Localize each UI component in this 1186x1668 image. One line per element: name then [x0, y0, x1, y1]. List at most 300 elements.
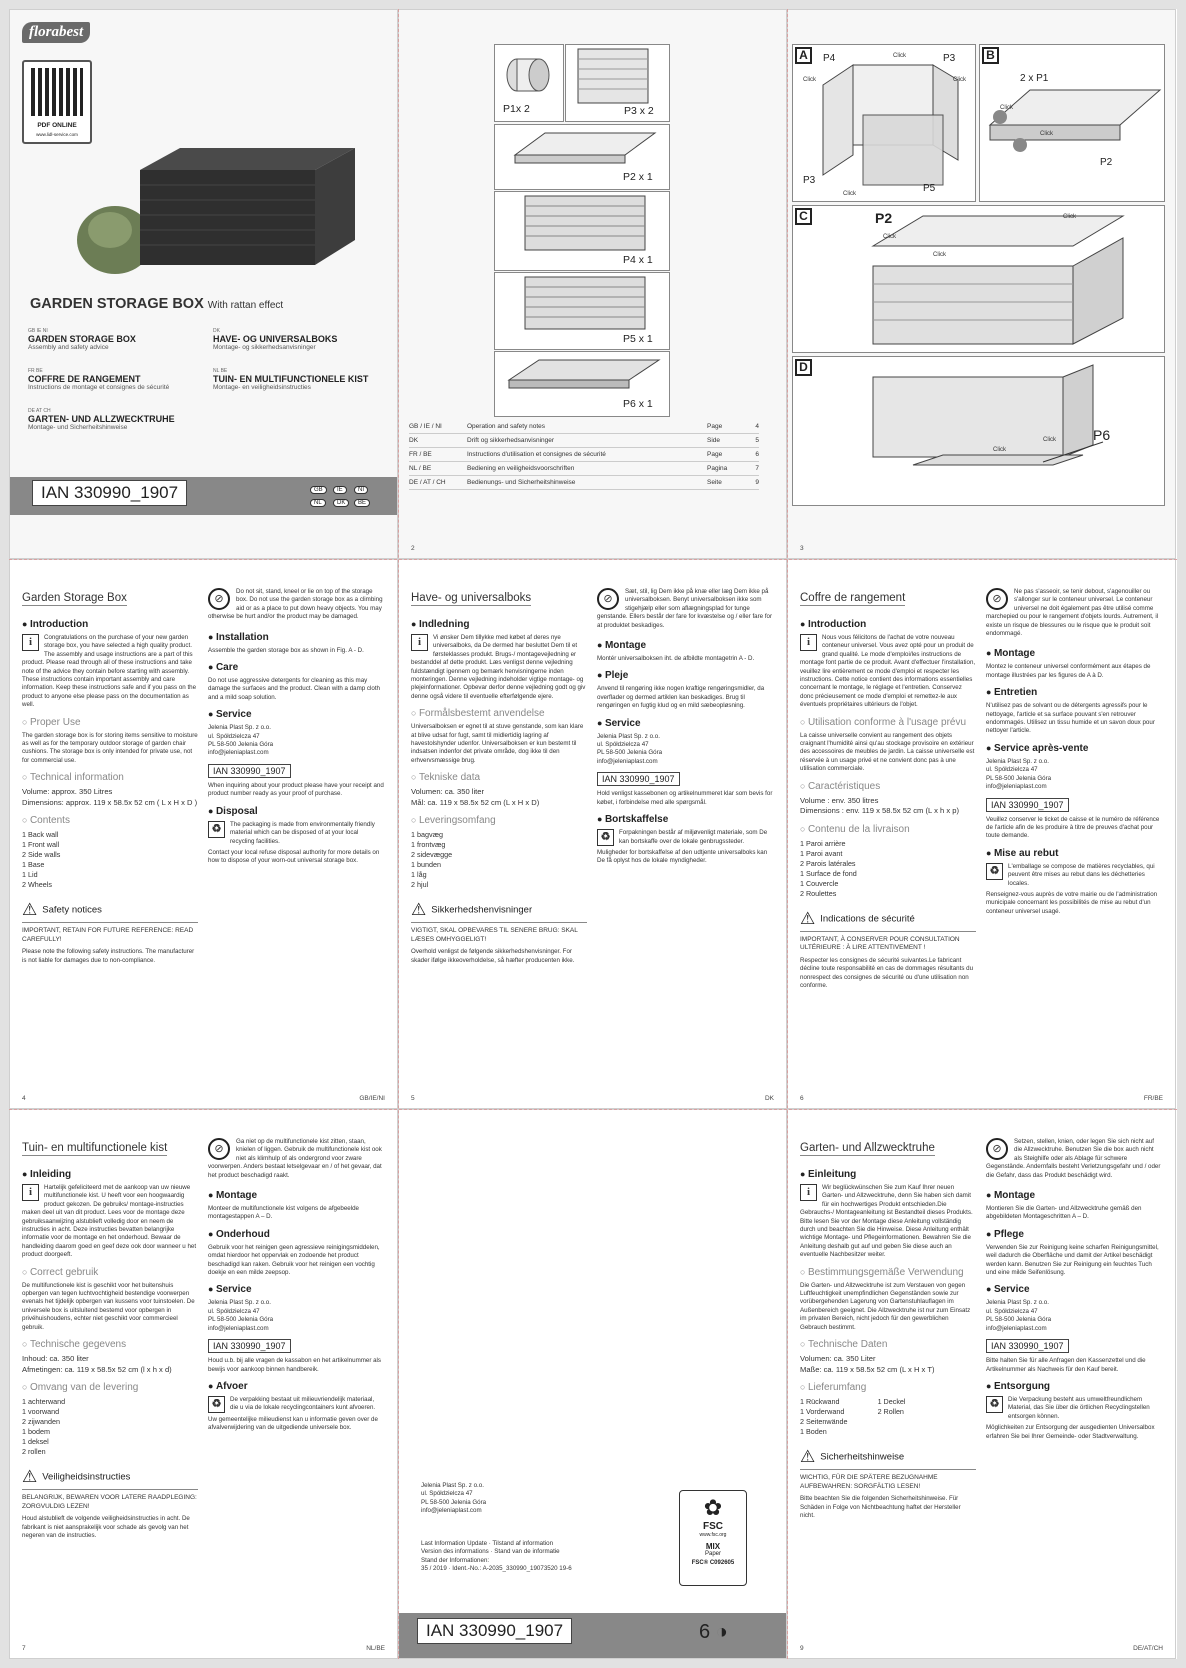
- column-left: [411, 588, 587, 968]
- section-heading: ● Inleiding: [22, 1169, 198, 1180]
- page-lang: DE/AT/CH: [1133, 1645, 1163, 1652]
- cover-title: [30, 296, 283, 312]
- safety-title: Sikkerhedshenvisninger: [431, 904, 533, 916]
- toc-row[interactable]: [409, 476, 759, 490]
- page-lang: NL/BE: [366, 1645, 385, 1652]
- contents-list: 1 achterwand 1 voorwand 2 zijwanden 1 bodem 1 deksel 2 rollen: [22, 1397, 66, 1457]
- brand-logo: florabest: [22, 22, 90, 43]
- column-left: [800, 588, 976, 993]
- part-label: P3 x 2: [624, 105, 654, 117]
- toc-lang: NL / BE: [409, 465, 432, 472]
- disposal-text-2: Muligheder for bortskaffelse af den udtjente universalboks kan De få oplyst hos de lokale myndigheder.: [597, 848, 768, 865]
- fsc-title: FSC: [703, 1521, 723, 1532]
- section-heading: ○ Technische Daten: [800, 1339, 976, 1350]
- callout-p3: P3: [803, 175, 816, 186]
- tech-text: Inhoud: ca. 350 liter Afmetingen: ca. 119 x 58.5x 52 cm (l x h x d): [22, 1354, 172, 1374]
- warning-text: Do not sit, stand, kneel or lie on top of the storage box. Do not use the garden storage box as a climbing aid or as a place to put down heavy objects. You may otherwise be hurt and/or the product may be damaged.: [208, 588, 383, 621]
- recycle-bin-icon: ♻: [597, 829, 614, 846]
- lang-title: TUIN- EN MULTIFUNCTIONELE KIST: [213, 374, 369, 384]
- use-text: Die Garten- und Allzwecktruhe ist zum Verstauen von gegen Luftfeuchtigkeit unempfindlichen Gegenständen sowie zur vorübergehenden Lagerung von Gartenstuhlauflagen im Außenbereich geeignet. Die Allzwecktruhe ist nur zum Einsatz im privaten Bereich, nicht jedoch für den gewerblichen Gebrauch bestimmt.: [800, 1281, 971, 1331]
- storage-box-photo: [70, 130, 370, 280]
- assembly-steps-panel: [787, 9, 1176, 559]
- toc-page-number: 4: [755, 423, 759, 430]
- no-sitting-icon: ⊘: [986, 588, 1008, 610]
- toc-text: Operation and safety notes: [467, 423, 546, 430]
- step-label: B: [982, 47, 999, 64]
- warning-triangle-icon: ⚠: [411, 900, 427, 920]
- use-text: De multifunctionele kist is geschikt voor het buitenshuis opbergen van tegen luchtvochtigheid bestendige voorwerpen evenals het tijdelijk opbergen van kussens voor tuinstoelen. De universele box is uitsluitend bestemd voor opbergen in privéhuishoudens, echter niet geschikt voor commercieel gebruik.: [22, 1281, 195, 1331]
- intro-text: Congratulations on the purchase of your new garden storage box, you have selected a high quality product. The assembly and usage instructions are a part of this product. Please read through all of these instructions and take note of the advice they contain before starting with assembly. These instructions contain important assembly and care information. Keep these instructions safe and if you pass on the product to anyone else please pass on the documentation as well.: [22, 634, 197, 709]
- safety-caps: VIGTIGT, SKAL OPBEVARES TIL SENERE BRUG: SKAL LÆSES OMHYGGELIGT!: [411, 927, 578, 943]
- step-d: [792, 356, 1165, 506]
- warning-text: Ne pas s'asseoir, se tenir debout, s'agenouiller ou s'allonger sur le conteneur universel. Le conteneur universel ne doit également pas être utilisé comme marchepied ou pour le rangement d'objets lourds. Autrement, il existe un risque de blessures ou le risque que le produit soit endommagé.: [986, 588, 1159, 638]
- disposal-text-2: Contact your local refuse disposal authority for more details on how to dispose of your worn-out universal storage box.: [208, 848, 380, 865]
- toc-page-number: 7: [755, 465, 759, 472]
- lang-subtitle: Montage- und Sicherheitshinweise: [28, 424, 128, 431]
- callout-p4: P4: [823, 53, 836, 64]
- column-left: [22, 588, 198, 968]
- language-block-nl: [213, 368, 383, 391]
- toc-row[interactable]: [409, 462, 759, 476]
- click-label: Click: [1043, 437, 1056, 443]
- section-heading: ● Service après-vente: [986, 743, 1162, 754]
- page-en: [9, 559, 398, 1109]
- lang-badges: FR BE: [28, 368, 43, 374]
- cover-title-main: GARDEN STORAGE BOX: [30, 296, 204, 312]
- service-address: Jelenia Plast Sp. z o.o. ul. Spółdzielcza 47 PL 58-500 Jelenia Góra info@jeleniaplast.com: [986, 757, 1052, 791]
- fold-line: [787, 9, 788, 1659]
- care-text: Gebruik voor het reinigen geen agressieve reinigingsmiddelen, omdat hierdoor het oppervlak en zodoende het product beschadigd kan raken. Gebruik voor het reinigen een vochtig doekje en een milde zeepsop.: [208, 1243, 380, 1277]
- disposal-text: The packaging is made from environmentally friendly material which can be disposed of at your local recycling facilities.: [230, 820, 375, 845]
- wheel-icon: [495, 45, 563, 100]
- section-heading: ○ Formålsbestemt anvendelse: [411, 708, 587, 719]
- side-wall-icon: [566, 45, 669, 105]
- safety-heading: [800, 1447, 976, 1470]
- warning-triangle-icon: ⚠: [22, 900, 38, 920]
- page-number: 2: [411, 545, 415, 552]
- language-block-fr: [28, 368, 198, 391]
- ian-number: IAN 330990_1907: [597, 772, 680, 786]
- section-heading: ● Service: [986, 1284, 1162, 1295]
- care-text: N'utilisez pas de solvant ou de détergents agressifs pour le nettoyage, l'article et sa surface pouvant s'en retrouver endommagés. Utilisez un tissu humide et un savon doux pour nettoyer l'article.: [986, 702, 1155, 735]
- page-lang: GB/IE/NI: [359, 1095, 385, 1102]
- section-heading: ● Bortskaffelse: [597, 814, 773, 825]
- toc-row[interactable]: [409, 434, 759, 448]
- contents-lists: [800, 1397, 976, 1437]
- callout-p3: P3: [943, 53, 956, 64]
- part-p1-wheel: [494, 44, 564, 122]
- no-sitting-icon: ⊘: [208, 1138, 230, 1160]
- fsc-url: www.fsc.org: [699, 1532, 727, 1538]
- click-label: Click: [1040, 131, 1053, 137]
- section-heading: ● Einleitung: [800, 1169, 976, 1180]
- tree-icon: ✿: [703, 1495, 723, 1520]
- safety-title: Safety notices: [42, 904, 102, 916]
- country-badge: DK: [333, 499, 349, 507]
- click-label: Click: [883, 234, 896, 240]
- part-label: P4 x 1: [623, 254, 653, 266]
- page-count: [699, 1621, 728, 1644]
- parts-panel: [398, 9, 787, 559]
- install-text: Montér universalboksen iht. de afbildte montagetrin A - D.: [597, 655, 755, 663]
- safety-caps: IMPORTANT, RETAIN FOR FUTURE REFERENCE: READ CAREFULLY!: [22, 927, 194, 943]
- lang-title: GARDEN STORAGE BOX: [28, 334, 136, 344]
- page-number: 5: [411, 1095, 415, 1102]
- section-heading: ● Service: [208, 709, 384, 720]
- section-heading: ● Entretien: [986, 687, 1162, 698]
- lang-badges: DE AT CH: [28, 408, 51, 414]
- safety-heading: [22, 1467, 198, 1490]
- contents-list: 1 Rückwand 1 Vorderwand 2 Seitenwände 1 Boden: [800, 1397, 848, 1437]
- use-text: La caisse universelle convient au rangement des objets craignant l'humidité ainsi qu'au stockage provisoire en extérieur des accessoires de meubles de jardin. La caisse universelle est réservée à un usage privé et ne convient donc pas à une utilisation commerciale.: [800, 731, 975, 773]
- section-heading: ○ Omvang van de levering: [22, 1382, 198, 1393]
- page-number: 9: [800, 1645, 804, 1652]
- toc-page-number: 6: [755, 451, 759, 458]
- section-heading: ● Pflege: [986, 1229, 1162, 1240]
- lang-subtitle: Assembly and safety advice: [28, 344, 109, 351]
- toc-lang: DK: [409, 437, 419, 444]
- service-text: Hold venligst kassebonen og artikelnummeret klar som bevis for købet, i forbindelse med alle spørgsmål.: [597, 790, 773, 806]
- install-text: Montieren Sie die Garten- und Allzwecktruhe gemäß den abgebildeten Montageschritten A – D.: [986, 1205, 1142, 1221]
- step-label: D: [795, 359, 812, 376]
- step-b: [979, 44, 1165, 202]
- warning-triangle-icon: ⚠: [22, 1467, 38, 1487]
- lang-subtitle: Instructions de montage et consignes de sécurité: [28, 384, 170, 391]
- page-title: Tuin- en multifunctionele kist: [22, 1142, 168, 1154]
- toc-text: Bediening en veiligheidsvoorschriften: [467, 465, 575, 472]
- section-heading: ● Pleje: [597, 670, 773, 681]
- ian-number: IAN 330990_1907: [417, 1618, 572, 1644]
- back-cover: [398, 1109, 787, 1659]
- section-heading: ● Onderhoud: [208, 1229, 384, 1240]
- base-icon: [495, 352, 669, 400]
- warning-text: Sæt, stil, lig Dem ikke på knæ eller læg Dem ikke på universalboksen. Benyt universalboksen ikke som stigehjælp eller som aflægningsplad for tunge genstande. Ellers består der fare for kvæstelse og / eller fare for at produktet beskadiges.: [597, 588, 773, 629]
- disposal-text-2: Renseignez-vous auprès de votre mairie ou de l'administration municipale concernant les possibilités de mise au rebut d'un conteneur universel usagé.: [986, 890, 1158, 915]
- fsc-paper: Paper: [704, 1551, 721, 1557]
- section-heading: ● Indledning: [411, 619, 587, 630]
- service-text: Houd u.b. bij alle vragen de kassabon en het artikelnummer als bewijs voor aankoop binnen handbereik.: [208, 1357, 382, 1373]
- cover-title-sub: With rattan effect: [207, 300, 284, 311]
- section-heading: ○ Technische gegevens: [22, 1339, 198, 1350]
- info-icon: i: [22, 634, 39, 651]
- section-heading: ● Care: [208, 662, 384, 673]
- column-right: [986, 588, 1162, 919]
- toc-lang: GB / IE / NI: [409, 423, 442, 430]
- page-nl: [9, 1109, 398, 1659]
- service-address: Jelenia Plast Sp. z o.o. ul. Spółdzielcza 47 PL 58-500 Jelenia Góra info@jeleniaplast.com: [986, 1299, 1052, 1332]
- ian-number: IAN 330990_1907: [986, 798, 1069, 812]
- click-label: Click: [893, 53, 906, 59]
- column-right: [986, 1138, 1162, 1444]
- manufacturer-address: Jelenia Plast Sp. z o.o. ul. Spółdzielcza 47 PL 58-500 Jelenia Góra info@jeleniaplast.com: [421, 1482, 487, 1515]
- section-heading: ● Entsorgung: [986, 1381, 1162, 1392]
- country-badge: BE: [354, 499, 370, 507]
- safety-heading: [411, 900, 587, 923]
- lang-title: COFFRE DE RANGEMENT: [28, 374, 141, 384]
- disposal-text: Die Verpackung besteht aus umweltfreundlichem Material, das Sie über die örtlichen Recyclingstellen entsorgen können.: [1008, 1395, 1150, 1420]
- part-p2-lid: [494, 124, 670, 190]
- tech-text: Volumen: ca. 350 Liter Maße: ca. 119 x 58.5x 52 cm (L x H x T): [800, 1354, 935, 1374]
- toc-page-label: Pagina: [707, 465, 728, 472]
- no-sitting-icon: ⊘: [597, 588, 619, 610]
- part-p3-side: [565, 44, 670, 122]
- disposal-text: De verpakking bestaat uit milieuvriendelijk materiaal, die u via de lokale recyclingcontainers kunt afvoeren.: [230, 1395, 376, 1412]
- disposal-text-2: Möglichkeiten zur Entsorgung der ausgedienten Universalbox erfahren Sie bei Ihrer Gemeinde- oder Stadtverwaltung.: [986, 1424, 1155, 1440]
- recycle-bin-icon: ♻: [208, 1396, 225, 1413]
- toc-text: Bedienungs- und Sicherheitshinweise: [467, 479, 576, 486]
- page-lang: DK: [764, 1095, 774, 1102]
- section-heading: ○ Caractéristiques: [800, 781, 976, 792]
- service-text: Bitte halten Sie für alle Anfragen den Kassenzettel und die Artikelnummer als Nachweis für den Kauf bereit.: [986, 1357, 1146, 1373]
- section-heading: ○ Lieferumfang: [800, 1382, 976, 1393]
- page-dk: [398, 559, 787, 1109]
- service-text: When inquiring about your product please have your receipt and product number ready as your proof of purchase.: [208, 781, 384, 798]
- toc-page-label: Page: [707, 423, 723, 430]
- lid-icon: [495, 125, 669, 173]
- lang-title: GARTEN- UND ALLZWECKTRUHE: [28, 414, 175, 424]
- step-a: [792, 44, 976, 202]
- step-c-drawing: [793, 206, 1164, 352]
- section-heading: ● Montage: [597, 640, 773, 651]
- toc-page-label: Side: [707, 437, 721, 444]
- safety-heading: [22, 900, 198, 923]
- section-heading: ○ Contenu de la livraison: [800, 824, 976, 835]
- ian-number: IAN 330990_1907: [208, 1339, 291, 1353]
- use-text: Universalboksen er egnet til at stuve genstande, som kan klare at blive udsat for fugt, samt til midlertidig lagring af havestolshynder udenfor. Universalboksen er kun bestemt til indsatsen indenfor det private område, dog ikke til den erhvervsmæssige brug.: [411, 723, 584, 764]
- part-p5-front: [494, 272, 670, 350]
- lang-badges: GB IE NI: [28, 328, 48, 334]
- fold-line: [9, 1109, 1177, 1110]
- service-text: Veuillez conserver le ticket de caisse et le numéro de référence de l'article afin de les produire à titre de preuves d'achat pour toute demande.: [986, 815, 1160, 840]
- instruction-sheet: [9, 9, 1177, 1659]
- section-heading: ○ Leveringsomfang: [411, 815, 587, 826]
- toc-page-label: Seite: [707, 479, 722, 486]
- qr-url: www.lidl-service.com: [36, 132, 78, 137]
- safety-title: Indications de sécurité: [820, 913, 915, 925]
- column-left: [22, 1138, 198, 1543]
- page-number: 4: [22, 1095, 26, 1102]
- lang-badges: DK: [213, 328, 220, 334]
- page-title: Coffre de rangement: [800, 592, 906, 604]
- care-text: Do not use aggressive detergents for cleaning as this may damage the surfaces and the product. Clean with a damp cloth and a mild soap solution.: [208, 677, 380, 701]
- intro-text: Wir beglückwünschen Sie zum Kauf Ihrer neuen Garten- und Allzwecktruhe, denn Sie haben sich damit für ein hochwertiges Produkt entschieden.Die Gebrauchs-/ Montageanleitung ist Bestandteil dieses Produkts. Bitte lesen Sie vor der Montage diese Anleitung vollständig durch und beachten Sie die Hinweise. Diese Anleitung enthält wichtige Montage- und Pflegeinformationen. Bewahren Sie die Anleitung deshalb gut auf und geben Sie diese auch an eventuelle Nachbesitzer weiter.: [800, 1184, 973, 1259]
- front-wall-icon: [495, 273, 669, 333]
- no-sitting-icon: ⊘: [986, 1138, 1008, 1160]
- disposal-text: L'emballage se compose de matières recyclables, qui peuvent être mises au rebut dans les déchetteries locales.: [1008, 862, 1155, 887]
- safety-caps: WICHTIG, FÜR DIE SPÄTERE BEZUGNAHME AUFBEWAHREN: SORGFÄLTIG LESEN!: [800, 1474, 938, 1490]
- lang-title: HAVE- OG UNIVERSALBOKS: [213, 334, 338, 344]
- info-icon: i: [800, 1184, 817, 1201]
- callout-p6: P6: [1093, 427, 1111, 443]
- section-heading: ○ Utilisation conforme à l'usage prévu: [800, 717, 976, 728]
- language-block-dk: [213, 328, 383, 351]
- safety-title: Sicherheitshinweise: [820, 1451, 905, 1463]
- tech-text: Volume: approx. 350 Litres Dimensions: approx. 119 x 58.5x 52 cm ( L x H x D ): [22, 787, 198, 807]
- intro-text: Hartelijk gefeliciteerd met de aankoop van uw nieuwe multifunctionele kist. U heeft voor een hoogwaardig product gekozen. De gebruiks/ montage-instructies maken deel uit van dit product. Lees voor de montage deze gebruiksaanwijzing alstublieft volledig door en neem de instructies in acht. Deze instructies bevatten belangrijke informatie voor de montage en het onderhoud. Bewaar de handleiding daarom goed en geef deze ook door wanneer u het product doorgeeft.: [22, 1184, 197, 1259]
- part-p6-base: [494, 351, 670, 417]
- care-text: Anvend til rengøring ikke nogen kraftige rengøringsmidler, da overflader og dermed artiklen kan beskadiges. Brug til rengøringen en fugtig klud og en mild sæbeopløsning.: [597, 685, 765, 710]
- contents-list-2: 1 Deckel 2 Rollen: [877, 1397, 906, 1417]
- ian-number: IAN 330990_1907: [208, 764, 291, 778]
- section-heading: ● Installation: [208, 632, 384, 643]
- page-fr: [787, 559, 1176, 1109]
- info-icon: i: [800, 634, 817, 651]
- toc-text: Drift og sikkerhedsanvisninger: [467, 437, 555, 444]
- safety-title: Veiligheidsinstructies: [42, 1471, 131, 1483]
- page-count-number: 6: [699, 1621, 711, 1643]
- click-label: Click: [933, 252, 946, 258]
- page-de: [787, 1109, 1176, 1659]
- toc-page-number: 9: [755, 479, 759, 486]
- toc-text: Instructions d'utilisation et consignes de sécurité: [467, 451, 606, 458]
- part-label: P5 x 1: [623, 333, 653, 345]
- callout-p5: P5: [923, 183, 936, 194]
- recycle-bin-icon: ♻: [986, 863, 1003, 880]
- warning-triangle-icon: ⚠: [800, 908, 816, 928]
- qr-title: PDF ONLINE: [37, 122, 77, 129]
- click-label: Click: [843, 191, 856, 197]
- section-heading: ● Disposal: [208, 806, 384, 817]
- toc-page-label: Page: [707, 451, 723, 458]
- callout-p1: 2 x P1: [1020, 73, 1049, 84]
- service-address: Jelenia Plast Sp. z o.o. ul. Spółdzielcza 47 PL 58-500 Jelenia Góra info@jeleniaplast.com: [208, 1299, 274, 1332]
- step-c: [792, 205, 1165, 353]
- tech-text: Volumen: ca. 350 liter Mål: ca. 119 x 58.5x 52 cm (L x H x D): [411, 787, 540, 807]
- recycle-bin-icon: ♻: [986, 1396, 1003, 1413]
- language-block-de: [28, 408, 198, 431]
- language-block-en: [28, 328, 198, 351]
- fold-line: [398, 9, 399, 1659]
- service-address: Jelenia Plast Sp. z o.o. ul. Spółdzielcza 47 PL 58-500 Jelenia Góra info@jeleniaplast.com: [208, 724, 274, 757]
- no-sitting-icon: ⊘: [208, 588, 230, 610]
- section-heading: ○ Technical information: [22, 772, 198, 783]
- section-heading: ● Introduction: [22, 619, 198, 630]
- step-a-drawing: [793, 45, 975, 201]
- install-text: Assemble the garden storage box as shown in Fig. A - D.: [208, 646, 364, 654]
- table-of-contents: [409, 420, 759, 490]
- click-label: Click: [1063, 214, 1076, 220]
- page-number: 3: [800, 545, 804, 552]
- toc-row[interactable]: [409, 448, 759, 462]
- country-badge: NL: [310, 499, 326, 507]
- install-text: Montez le conteneur universel conformément aux étapes de montage illustrées par les figures de A à D.: [986, 663, 1151, 679]
- cover-panel: [9, 9, 398, 559]
- page-number: 7: [22, 1645, 26, 1652]
- part-label: P6 x 1: [623, 398, 653, 410]
- care-text: Verwenden Sie zur Reinigung keine scharfen Reinigungsmittel, weil dadurch die Oberfläche und damit der Artikel beschädigt werden kann. Benutzen Sie zur Reinigung ein feuchtes Tuch und eine milde Seifenlösung.: [986, 1243, 1159, 1277]
- warning-text: Ga niet op de multifunctionele kist zitten, staan, knielen of liggen. Gebruik de multifunctionele kist ook niet als klimhulp of als ondergrond voor zware voorwerpen. Anders bestaat letselgevaar en / of het gevaar, dat het product beschadigd raakt.: [208, 1138, 382, 1179]
- info-icon: i: [411, 634, 428, 651]
- disposal-text-2: Uw gemeentelijke milieudienst kan u informatie geven over de afvalverwijdering van de uitgediende universele box.: [208, 1415, 378, 1432]
- toc-row[interactable]: [409, 420, 759, 434]
- fold-line: [9, 559, 1177, 560]
- click-label: Click: [953, 77, 966, 83]
- safety-heading: [800, 909, 976, 932]
- fsc-logo: [679, 1490, 747, 1586]
- lang-badges: NL BE: [213, 368, 228, 374]
- safety-caps: IMPORTANT, À CONSERVER POUR CONSULTATION ULTÉRIEURE : À LIRE ATTENTIVEMENT !: [800, 935, 960, 952]
- column-right: [208, 588, 384, 869]
- part-label: P1x 2: [503, 103, 530, 115]
- step-b-drawing: [980, 45, 1164, 201]
- click-label: Click: [803, 77, 816, 83]
- step-label: A: [795, 47, 812, 64]
- safety-text: Please note the following safety instructions. The manufacturer is not liable for damages due to non-compliance.: [22, 948, 195, 964]
- page-number: 6: [800, 1095, 804, 1102]
- section-heading: ● Montage: [208, 1190, 384, 1201]
- column-left: [800, 1138, 976, 1523]
- half-moon-icon: ◑: [715, 1621, 728, 1643]
- section-heading: ● Mise au rebut: [986, 848, 1162, 859]
- recycle-bin-icon: ♻: [208, 821, 225, 838]
- section-heading: ● Montage: [986, 648, 1162, 659]
- safety-text: Houd alstublieft de volgende veiligheidsinstructies in acht. De fabrikant is niet aansprakelijk voor schade als gevolg van het negeren van de instructies.: [22, 1515, 190, 1539]
- warning-triangle-icon: ⚠: [800, 1447, 816, 1467]
- section-heading: ● Afvoer: [208, 1381, 384, 1392]
- page-title: Garden Storage Box: [22, 592, 127, 604]
- back-wall-icon: [495, 192, 669, 254]
- tech-text: Volume : env. 350 litres Dimensions : env. 119 x 58.5x 52 cm (L x h x p): [800, 795, 959, 816]
- intro-text: Nous vous félicitons de l'achat de votre nouveau conteneur universel. Vous avez opté pour un produit de grand qualité. Le mode d'emploi/les instructions de montage font partie de ce produit. Avant d'effectuer l'installation, veuillez lire entièrement ce mode d'emploi et respecter les instructions. Cette notice contient des informations essentielles concernant le montage, le réglage et l'entretien. Conservez donc précieusement ce mode d'emploi et remettez-le aux éventuels propriétaires ultérieurs de l'objet.: [800, 634, 976, 709]
- qr-pattern: [31, 68, 83, 116]
- lang-subtitle: Montage- og sikkerhedsanvisninger: [213, 344, 316, 351]
- warning-text: Setzen, stellen, knien, oder legen Sie sich nicht auf die Allzwecktruhe. Benutzen Sie die box auch nicht als Steighilfe oder als Ablage für schwere Gegenstände. Andernfalls besteht Verletzungsgefahr und / oder die Gefahr, dass das Produkt beschädigt wird.: [986, 1138, 1161, 1179]
- section-heading: ○ Correct gebruik: [22, 1267, 198, 1278]
- section-heading: ○ Contents: [22, 815, 198, 826]
- click-label: Click: [1000, 105, 1013, 111]
- intro-text: Vi ønsker Dem tillykke med købet af deres nye universalboks, da De dermed har besluttet Dem til et førsteklasses produkt. Brugs-/ montagevejledning er bestanddel af dette produkt. Læs venligst denne vejledning fuldstændigt igennem og bemærk henvisningerne inden monteringen. Denne vejledning indeholder vigtige montage- og plejeinformationer. Opbevar derfor denne vejledning godt og giv denne også videre til eventuelle efterfølgende ejere.: [411, 634, 586, 700]
- lang-subtitle: Montage- en veiligheidsinstructies: [213, 384, 311, 391]
- section-heading: ● Montage: [986, 1190, 1162, 1201]
- contents-list: 1 bagvæg 1 frontvæg 2 sidevægge 1 bunden 1 låg 2 hjul: [411, 830, 453, 890]
- page-title: Garten- und Allzwecktruhe: [800, 1142, 935, 1154]
- country-badge: GB: [310, 486, 327, 494]
- step-label: C: [795, 208, 812, 225]
- fsc-mix: MIX: [705, 1542, 721, 1551]
- disposal-text: Forpakningen består af miljøvenligt materiale, som De kan bortskaffe over de lokale genbrugssteder.: [619, 829, 768, 845]
- contents-list: 1 Back wall 1 Front wall 2 Side walls 1 Base 1 Lid 2 Wheels: [22, 830, 61, 890]
- section-heading: ○ Proper Use: [22, 717, 198, 728]
- column-right: [597, 588, 773, 869]
- install-text: Monteer de multifunctionele kist volgens de afgebeelde montagestappen A – D.: [208, 1205, 360, 1221]
- column-right: [208, 1138, 384, 1436]
- contents-list: 1 Paroi arrière 1 Paroi avant 2 Parois latérales 1 Surface de fond 1 Couvercle 2 Roulettes: [800, 838, 857, 898]
- ian-number: IAN 330990_1907: [986, 1339, 1069, 1353]
- page-lang: FR/BE: [1143, 1095, 1163, 1102]
- toc-page-number: 5: [755, 437, 759, 444]
- country-badge: IE: [333, 486, 347, 494]
- part-label: P2 x 1: [623, 171, 653, 183]
- ian-number: IAN 330990_1907: [32, 480, 187, 506]
- part-p4-back: [494, 191, 670, 271]
- section-heading: ○ Bestimmungsgemäße Verwendung: [800, 1267, 976, 1278]
- safety-text: Bitte beachten Sie die folgenden Sicherheitshinweise. Für Schäden in Folge von Nichtbeachtung haftet der Hersteller nicht.: [800, 1495, 961, 1519]
- toc-lang: DE / AT / CH: [409, 479, 446, 486]
- click-label: Click: [993, 447, 1006, 453]
- section-heading: ● Service: [208, 1284, 384, 1295]
- country-badge: NI: [354, 486, 368, 494]
- safety-text: Overhold venligst de følgende sikkerhedshenvisninger. For skader ifølge ikkeoverholdelse, så hæfter producenten ikke.: [411, 948, 575, 964]
- use-text: The garden storage box is for storing items sensitive to moisture as well as for the temporary outdoor storage of garden chair cushions. The storage box is only intended for private use, not for commercial use.: [22, 731, 198, 764]
- fsc-code: FSC® C092605: [691, 1560, 735, 1566]
- section-heading: ● Introduction: [800, 619, 976, 630]
- safety-caps: BELANGRIJK, BEWAREN VOOR LATERE RAADPLEGING: ZORGVULDIG LEZEN!: [22, 1494, 197, 1510]
- callout-p2: P2: [875, 210, 893, 226]
- section-heading: ● Service: [597, 718, 773, 729]
- service-address: Jelenia Plast Sp. z o.o. ul. Spółdzielcza 47 PL 58-500 Jelenia Góra info@jeleniaplast.com: [597, 732, 663, 765]
- page-title: Have- og universalboks: [411, 592, 532, 604]
- safety-text: Respecter les consignes de sécurité suivantes.Le fabricant décline toute responsabilité en cas de dommages résultants du nonrespect des consignes de sécurité ou d'une utilisation non conforme.: [800, 956, 974, 989]
